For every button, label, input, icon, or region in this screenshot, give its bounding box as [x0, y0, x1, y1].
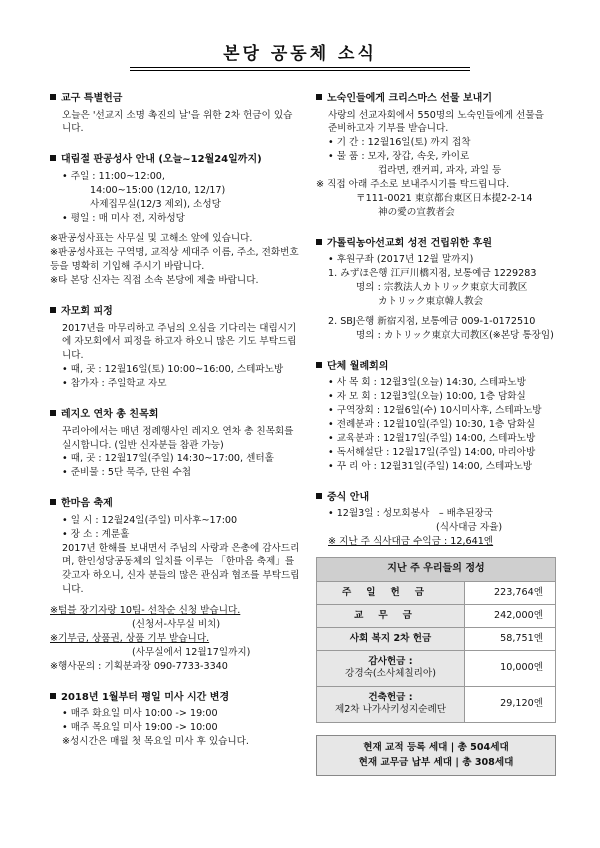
address-line: 神の愛の宣教者会: [378, 206, 455, 218]
meeting-item: • 구역장회 : 12월6일(수) 10시미사후, 스테파노방: [328, 405, 542, 416]
row-amount: 29,120엔: [465, 686, 556, 722]
info-line: • 후원구좌 (2017년 12월 말까지): [328, 254, 474, 266]
info-line: • 기 간 : 12월16일(토) 까지 접착: [328, 137, 471, 149]
section-body: 2017년 한해를 보내면서 주님의 사랑과 은총에 감사드리며, 한인성당공동체의 일치를 이루는 「한마음 축제」를 갖고자 하오니, 신자 분들의 많은 관심과 협조를 부탁드립니다.: [62, 542, 300, 596]
section-special-offering: [50, 92, 300, 136]
section-hanmaum-festival: [50, 497, 300, 673]
section-mothers-retreat: [50, 305, 300, 391]
meeting-item: • 꾸 리 아 : 12월31일(주일) 14:00, 스테파노방: [328, 460, 533, 472]
info-line: 사제집무실(12/3 제외), 소성당: [90, 198, 221, 210]
table-row: [317, 650, 556, 686]
offering-table: [316, 557, 556, 723]
info-line: • 일 시 : 12월24일(주일) 미사후~17:00: [62, 514, 238, 526]
row-label: 주일헌금: [317, 581, 465, 604]
address-line: 〒111-0021 東京都台東区日本提2-2-14: [356, 192, 533, 204]
bullet-square-icon: [50, 410, 56, 416]
table-row: [317, 604, 556, 627]
info-line: • 참가자 : 주일학교 자모: [62, 378, 167, 390]
note-line: ※성시간은 매월 첫 목요일 미사 후 있습니다.: [62, 736, 249, 747]
info-line: • 준비물 : 5단 묵주, 단원 수첩: [62, 467, 192, 479]
meeting-item: • 교육분과 : 12월17일(주일) 14:00, 스테파노방: [328, 432, 536, 444]
info-line: 컵라면, 캔커피, 과자, 과일 등: [378, 165, 502, 177]
meeting-item: • 사 목 회 : 12월3일(오늘) 14:30, 스테파노방: [328, 377, 526, 389]
info-line: • 12월3일 : 성모회봉사 – 배추된장국: [328, 508, 494, 520]
section-title: 가톨릭농아선교회 성전 건립위한 후원: [316, 237, 556, 252]
section-legio-gathering: [50, 408, 300, 480]
page-title: 본당 공동체 소식: [223, 44, 377, 64]
info-line: • 주일 : 11:00~12:00,: [62, 170, 165, 182]
info-line: • 매주 목요일 미사 19:00 -> 10:00: [62, 722, 218, 734]
info-line: • 매주 화요일 미사 10:00 -> 19:00: [62, 708, 218, 720]
section-title: 한마음 축제: [50, 497, 300, 512]
account-line: 명의 : カトリック東京大司教区(※본당 통장임): [356, 329, 554, 341]
bullet-square-icon: [50, 94, 56, 100]
note-line: ※기부금, 상품권, 상품 기부 받습니다.: [50, 632, 210, 644]
section-title: 교구 특별헌금: [50, 92, 300, 107]
section-title: 중식 안내: [316, 491, 556, 506]
note-line: (사무실에서 12월17일까지): [132, 646, 251, 658]
account-line: 2. SBJ은행 新宿지점, 보통예금 009-1-0172510: [328, 315, 536, 327]
title-divider: [130, 67, 470, 68]
right-column: [316, 92, 556, 776]
section-title: 자모회 피정: [50, 305, 300, 320]
row-amount: 58,751엔: [465, 627, 556, 650]
row-amount: 223,764엔: [465, 581, 556, 604]
note-line: ※행사문의 : 기획분과장 090-7733-3340: [50, 660, 228, 672]
row-amount: 10,000엔: [465, 650, 556, 686]
section-body: 꾸리아에서는 매년 정례행사인 레지오 연차 총 친목회를 실시합니다. (일반 신자분들 참관 가능): [62, 425, 294, 451]
offering-table-header: 지난 주 우리들의 정성: [317, 557, 556, 581]
note-line: ※판공성사표는 구역명, 교적상 세대주 이름, 주소, 전화번호 등을 명확히 기입해 주시기 바랍니다.: [50, 247, 299, 273]
section-title: 대림절 판공성사 안내 (오늘~12월24일까지): [50, 153, 300, 168]
note-line: (신청서-사무실 비치): [132, 619, 221, 631]
section-confession-info: [50, 153, 300, 288]
title-divider: [130, 70, 470, 71]
row-label: 건축헌금 : 제2차 나가사키성지순례단: [317, 686, 465, 722]
meeting-item: • 자 모 회 : 12월3일(오늘) 10:00, 1층 담화실: [328, 391, 526, 403]
section-body: 사랑의 선교자회에서 550명의 노숙인들에게 선물을 준비하고자 기부를 받습니다.: [328, 109, 544, 135]
section-deaf-mission-support: [316, 237, 556, 343]
bullet-square-icon: [50, 693, 56, 699]
section-title: 2018년 1월부터 평일 미사 시간 변경: [50, 691, 300, 706]
info-line: • 때, 곳 : 12월16일(토) 10:00~16:00, 스테파노방: [62, 364, 284, 376]
section-monthly-meetings: [316, 360, 556, 474]
account-line: カトリック東京韓人教会: [378, 295, 484, 307]
note-line: ※ 직접 아래 주소로 보내주시기를 탁드립니다.: [316, 179, 510, 191]
section-christmas-gifts: [316, 92, 556, 220]
row-label: 교무금: [317, 604, 465, 627]
info-line: (식사대금 자율): [436, 521, 503, 533]
bullet-square-icon: [316, 94, 322, 100]
row-label: 사회 복지 2차 헌금: [317, 627, 465, 650]
account-line: 1. みずほ은행 江戸川橋지점, 보통예금 1229283: [328, 268, 537, 280]
note-line: ※타 본당 신자는 직접 소속 본당에 제출 바랍니다.: [50, 275, 259, 287]
meeting-item: • 독서해설단 : 12월17일(주일) 14:00, 마리아방: [328, 446, 536, 458]
row-amount: 242,000엔: [465, 604, 556, 627]
section-body: 오늘은 '선교지 소명 촉진의 날'을 위한 2차 헌금이 있습니다.: [62, 109, 293, 135]
bullet-square-icon: [316, 493, 322, 499]
page-title-block: [140, 42, 460, 67]
section-body: 2017년을 마무리하고 주님의 오심을 기다리는 대림시기에 자모회에서 피정을 하고자 하오니 많은 기도 부탁드립니다.: [62, 322, 297, 362]
household-summary-box: [316, 735, 556, 777]
info-line: • 장 소 : 계룬홀: [62, 528, 130, 540]
household-count-line: 현재 교적 등록 세대 | 총 504세대: [363, 741, 509, 753]
section-mass-time-change: [50, 691, 300, 749]
bullet-square-icon: [316, 362, 322, 368]
bullet-square-icon: [50, 155, 56, 161]
note-line: ※텀블 장기자랑 10팀- 선착순 신청 받습니다.: [50, 605, 241, 617]
section-title: 단체 월례회의: [316, 360, 556, 375]
section-title: 레지오 연차 총 친목회: [50, 408, 300, 423]
info-line: • 때, 곳 : 12월17일(주일) 14:30~17:00, 센터홀: [62, 453, 274, 465]
household-count-line: 현재 교무금 납부 세대 | 총 308세대: [358, 756, 514, 768]
note-line: ※판공성사표는 사무실 및 고해소 앞에 있습니다.: [50, 233, 253, 245]
info-line: • 평일 : 매 미사 전, 지하성당: [62, 212, 185, 224]
bullet-square-icon: [316, 239, 322, 245]
section-lunch-info: [316, 491, 556, 549]
left-column: [50, 92, 300, 766]
note-line: ※ 지난 주 식사대금 수익금 : 12,641엔: [328, 535, 494, 547]
table-row: [317, 581, 556, 604]
table-row: [317, 686, 556, 722]
section-title: 노숙인들에게 크리스마스 선물 보내기: [316, 92, 556, 107]
bullet-square-icon: [50, 499, 56, 505]
meeting-item: • 전례분과 : 12월10일(주일) 10:30, 1층 담화실: [328, 418, 536, 430]
account-line: 명의 : 宗教法人カトリック東京大司教区: [356, 282, 528, 294]
row-label: 감사헌금 : 강경숙(소사체칠리아): [317, 650, 465, 686]
table-row: [317, 627, 556, 650]
info-line: 14:00~15:00 (12/10, 12/17): [90, 184, 226, 196]
info-line: • 물 품 : 모자, 장갑, 속옷, 카이로: [328, 151, 470, 163]
bullet-square-icon: [50, 307, 56, 313]
